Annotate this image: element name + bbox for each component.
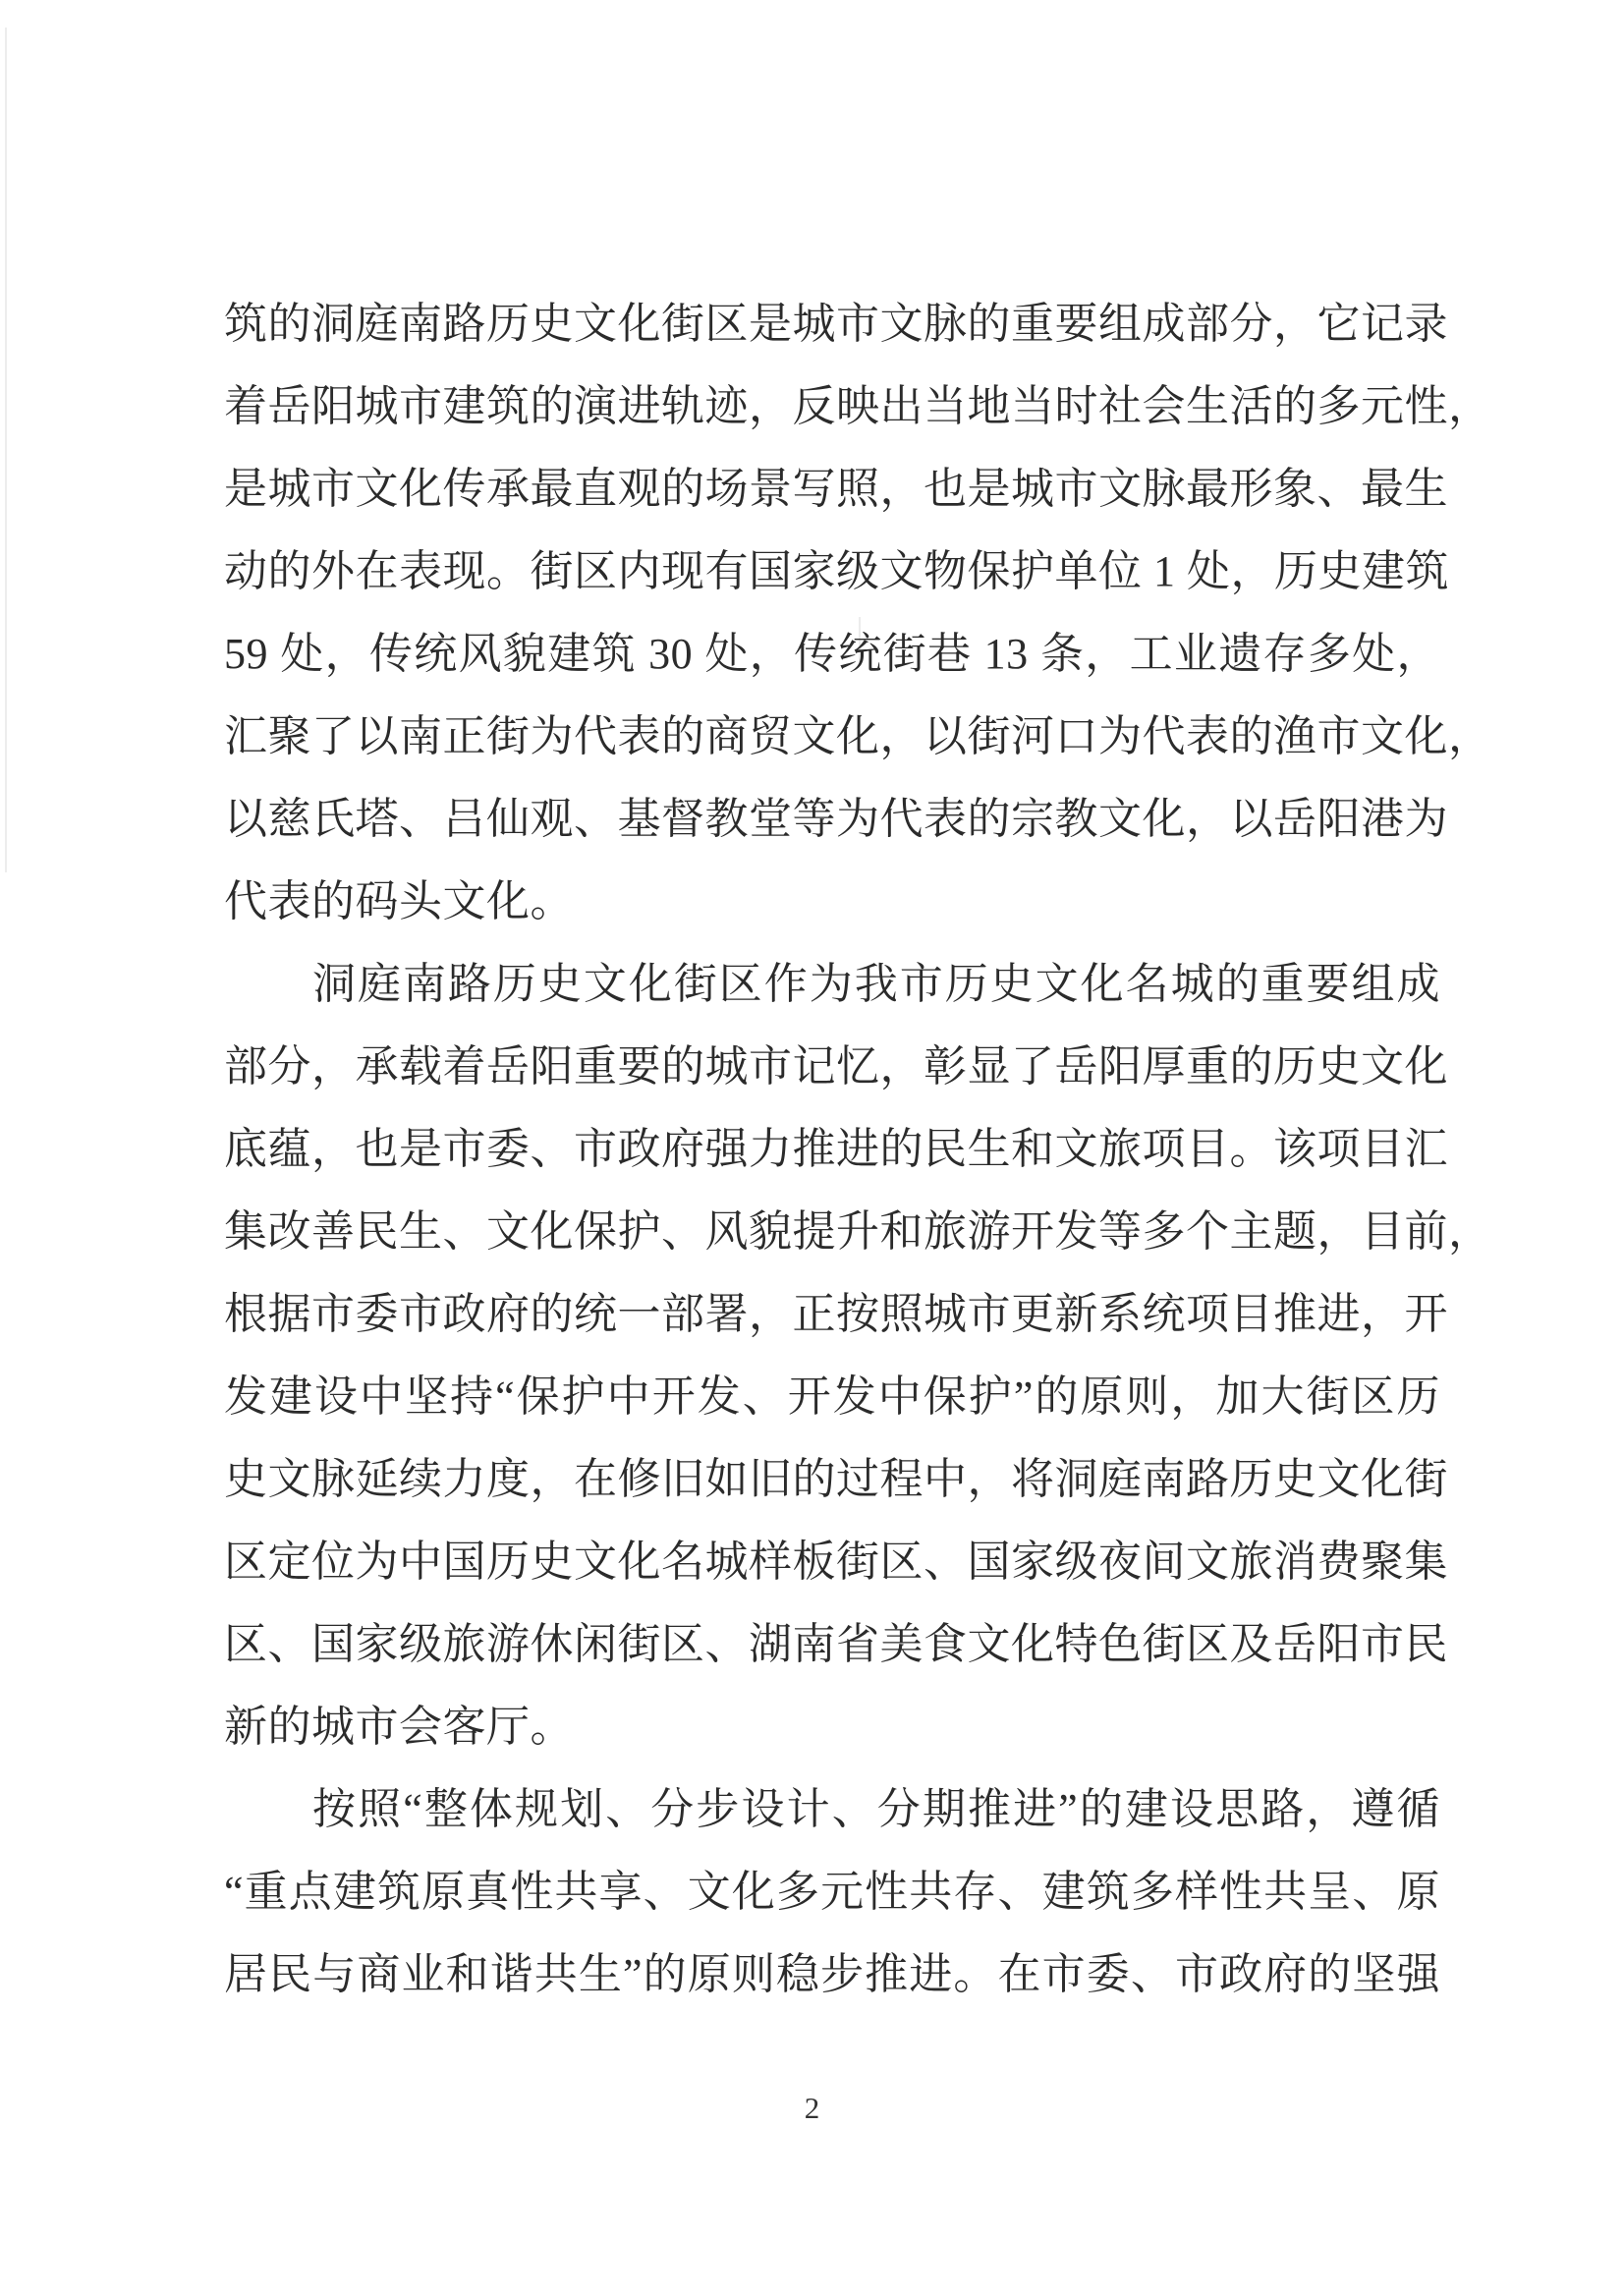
text-line: 着岳阳城市建筑的演进轨迹，反映出当地当时社会生活的多元性， bbox=[224, 382, 1492, 430]
text-line: 史文脉延续力度，在修旧如旧的过程中，将洞庭南路历史文化街 bbox=[224, 1455, 1448, 1503]
text-line: 代表的码头文化。 bbox=[224, 877, 574, 925]
text-line: 按照“整体规划、分步设计、分期推进”的建设思路，遵循 bbox=[312, 1785, 1440, 1833]
text-line: 汇聚了以南正街为代表的商贸文化，以街河口为代表的渔市文化， bbox=[224, 712, 1492, 760]
text-line: 以慈氏塔、吕仙观、基督教堂等为代表的宗教文化，以岳阳港为 bbox=[224, 795, 1448, 843]
text-line: 59 处，传统风貌建筑 30 处，传统街巷 13 条，工业遗存多处， bbox=[224, 630, 1440, 678]
text-line: “重点建筑原真性共享、文化多元性共存、建筑多样性共呈、原 bbox=[224, 1868, 1440, 1916]
text-line: 部分，承载着岳阳重要的城市记忆，彰显了岳阳厚重的历史文化 bbox=[224, 1042, 1448, 1091]
text-line: 区、国家级旅游休闲街区、湖南省美食文化特色街区及岳阳市民 bbox=[224, 1620, 1448, 1668]
text-line: 根据市委市政府的统一部署，正按照城市更新系统项目推进，开 bbox=[224, 1290, 1448, 1338]
text-line: 底蕴，也是市委、市政府强力推进的民生和文旅项目。该项目汇 bbox=[224, 1125, 1448, 1173]
text-line: 居民与商业和谐共生”的原则稳步推进。在市委、市政府的坚强 bbox=[224, 1950, 1440, 1998]
scan-artifact-left bbox=[5, 28, 7, 872]
text-line: 动的外在表现。街区内现有国家级文物保护单位 1 处，历史建筑 bbox=[224, 547, 1449, 595]
text-line: 洞庭南路历史文化街区作为我市历史文化名城的重要组成 bbox=[312, 960, 1440, 1008]
page-footer bbox=[0, 2091, 1624, 2126]
text-line: 集改善民生、文化保护、风貌提升和旅游开发等多个主题，目前， bbox=[224, 1207, 1492, 1256]
text-line: 是城市文化传承最直观的场景写照，也是城市文脉最形象、最生 bbox=[224, 465, 1448, 513]
text-line: 筑的洞庭南路历史文化街区是城市文脉的重要组成部分，它记录 bbox=[224, 300, 1448, 348]
text-line: 新的城市会客厅。 bbox=[224, 1703, 574, 1751]
page-number: 2 bbox=[804, 2091, 820, 2125]
text-line: 发建设中坚持“保护中开发、开发中保护”的原则，加大街区历 bbox=[224, 1372, 1440, 1421]
text-line: 区定位为中国历史文化名城样板街区、国家级夜间文旅消费聚集 bbox=[224, 1538, 1448, 1586]
text-block bbox=[224, 283, 1492, 2016]
